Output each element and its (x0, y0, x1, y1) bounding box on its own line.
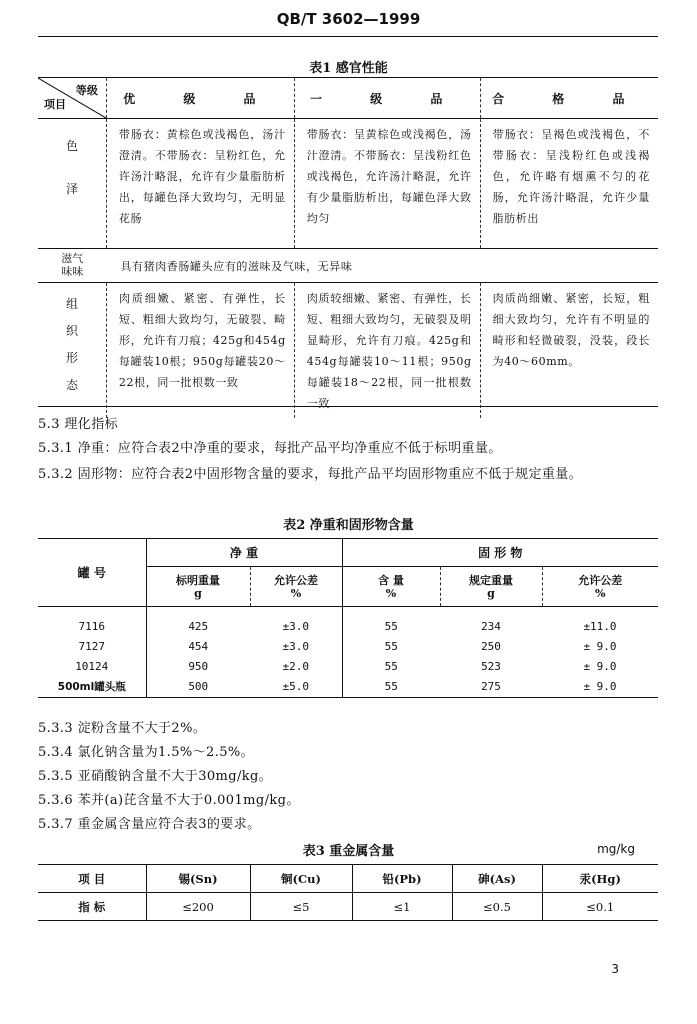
section-heading: 5.3 理化指标 (38, 417, 119, 432)
table-row (38, 637, 658, 657)
cell-tol: ±3.0 (282, 620, 309, 633)
texture-first: 肉质较细嫩、紧密、有弹性，长短、粗细大致均匀，无破裂及明显畸形，允许有刀痕。425g和454g每罐装10～11根；950g每罐装18～22根，同一批根数一致 (306, 292, 472, 410)
label-char: 色 (65, 139, 78, 153)
sub-labeled-weight (146, 567, 250, 607)
clause-531: 5.3.1 净重：应符合表2中净重的要求，每批产品平均净重应不低于标明重量。 (38, 441, 502, 456)
sub-unit: g (194, 586, 202, 600)
sub-spec-weight (440, 567, 542, 607)
sub-text: 含 量 (378, 573, 404, 587)
row-label-taste (38, 249, 106, 283)
t3-row-label: 指 标 (38, 893, 146, 921)
t3-val-cu: ≤5 (250, 893, 352, 921)
sub-tolerance-solid (542, 567, 658, 607)
cell-labeled: 950 (146, 657, 250, 677)
label-top: 滋气 (61, 252, 84, 265)
cell-content: 55 (342, 637, 440, 657)
label-char: 组 (65, 297, 78, 311)
label-char: 态 (65, 378, 78, 392)
cell-can: 500ml罐头瓶 (38, 677, 146, 698)
cell-can: 10124 (75, 660, 109, 673)
clause-534: 5.3.4 氯化钠含量为1.5%～2.5%。 (38, 745, 255, 760)
t3-head-sn: 锡(Sn) (146, 865, 250, 893)
heavy-metal-table (38, 864, 658, 921)
cell-tol2: ± 9.0 (583, 640, 617, 653)
table-row (38, 657, 658, 677)
cell-labeled: 454 (146, 637, 250, 657)
cell-content: 55 (342, 677, 440, 698)
cell-spec: 234 (481, 620, 501, 633)
cell-tol: ±3.0 (282, 640, 309, 653)
t3-val-pb: ≤1 (352, 893, 452, 921)
cell-labeled: 500 (146, 677, 250, 698)
sub-tolerance (250, 567, 342, 607)
sub-unit: % (385, 586, 397, 600)
sub-unit: g (487, 586, 495, 600)
cell-spec: 250 (481, 640, 501, 653)
cell-content: 55 (342, 657, 440, 677)
grade-header-first: 一 级 品 (294, 78, 480, 119)
taste-all-grades: 具有猪肉香肠罐头应有的滋味及气味，无异味 (120, 259, 353, 273)
cell-tol: ±5.0 (250, 677, 342, 698)
t3-head-item: 项 目 (38, 865, 146, 893)
group-solids: 固 形 物 (342, 539, 658, 567)
table1-bottom-rule (38, 406, 658, 407)
t3-val-hg: ≤0.1 (542, 893, 658, 921)
sub-text: 标明重量 (176, 573, 220, 587)
t3-head-hg: 汞(Hg) (542, 865, 658, 893)
clause-532: 5.3.2 固形物：应符合表2中固形物含量的要求，每批产品平均固形物重应不低于规定重量。 (38, 467, 583, 482)
clause-533: 5.3.3 淀粉含量不大于2%。 (38, 721, 207, 736)
label-char: 形 (65, 351, 78, 365)
row-label-color (38, 119, 106, 249)
cell-tol2: ± 9.0 (542, 677, 658, 698)
cell-can: 7127 (78, 640, 105, 653)
table-row (38, 677, 658, 698)
table2-caption: 表2 净重和固形物含量 (283, 518, 414, 533)
grade-header-premium: 优 级 品 (106, 78, 294, 119)
row-label-texture (38, 283, 106, 419)
col-can-number: 罐 号 (38, 539, 146, 607)
cell-spec: 275 (440, 677, 542, 698)
cell-tol: ±2.0 (282, 660, 309, 673)
clause-535: 5.3.5 亚硝酸钠含量不大于30mg/kg。 (38, 769, 273, 784)
group-net-weight: 净 重 (146, 539, 342, 567)
table3-unit: mg/kg (597, 842, 635, 856)
table1-caption: 表1 感官性能 (309, 61, 388, 76)
cell-labeled: 425 (146, 617, 250, 637)
label-char: 泽 (65, 182, 78, 196)
cell-can: 7116 (78, 620, 105, 633)
cell-content: 55 (342, 617, 440, 637)
sub-text: 允许公差 (274, 573, 318, 587)
page-number: 3 (611, 962, 619, 976)
cell-spec: 523 (481, 660, 501, 673)
net-weight-table (38, 538, 658, 698)
sub-text: 允许公差 (578, 573, 623, 587)
header-rule (38, 36, 658, 37)
cell-tol2: ± 9.0 (583, 660, 617, 673)
t3-val-as: ≤0.5 (452, 893, 542, 921)
sub-text: 规定重量 (469, 573, 513, 587)
label-char: 织 (65, 324, 78, 338)
sensory-table (38, 78, 658, 418)
clause-536: 5.3.6 苯并(a)芘含量不大于0.001mg/kg。 (38, 793, 300, 808)
t3-head-pb: 铅(Pb) (352, 865, 452, 893)
sub-unit: % (595, 586, 606, 600)
t3-val-sn: ≤200 (146, 893, 250, 921)
color-premium: 带肠衣：黄棕色或浅褐色，汤汁澄清。不带肠衣：呈粉红色，允许汤汁略混，允许有少量脂肪析出，每罐色泽大致均匀，无明显花肠 (118, 128, 286, 225)
sub-content (342, 567, 440, 607)
grade-header-qualified: 合 格 品 (480, 78, 658, 119)
texture-premium: 肉质细嫩、紧密、有弹性，长短、粗细大致均匀，无破裂、畸形，允许有刀痕；425g和454g每罐装10根；950g每罐装20～22根，同一批根数一致 (118, 292, 286, 389)
table3-caption: 表3 重金属含量 (302, 844, 395, 859)
color-qualified: 带肠衣：呈褐色或浅褐色，不带肠衣：呈浅粉红色或浅褐色，允许略有烟熏不匀的花肠，允许汤汁略混，允许少量脂肪析出 (492, 128, 650, 225)
table1-corner (38, 78, 106, 119)
table-row (38, 617, 658, 637)
corner-item-label: 项目 (44, 98, 66, 111)
t3-head-as: 砷(As) (452, 865, 542, 893)
cell-tol2: ±11.0 (583, 620, 617, 633)
sub-unit: % (290, 586, 302, 600)
clause-537: 5.3.7 重金属含量应符合表3的要求。 (38, 817, 261, 832)
label-bottom: 味味 (61, 265, 84, 278)
color-first: 带肠衣：呈黄棕色或浅褐色，汤汁澄清。不带肠衣：呈浅粉红色或浅褐色，允许汤汁略混，允许有少量脂肪析出，每罐色泽大致均匀 (306, 128, 472, 225)
texture-qualified: 肉质尚细嫩、紧密，长短，粗细大致均匀，允许有不明显的畸形和轻微破裂，没装，段长为40～60mm。 (492, 292, 650, 368)
t3-head-cu: 铜(Cu) (250, 865, 352, 893)
standard-code: QB/T 3602—1999 (276, 10, 421, 28)
corner-grade-label: 等级 (75, 84, 98, 97)
